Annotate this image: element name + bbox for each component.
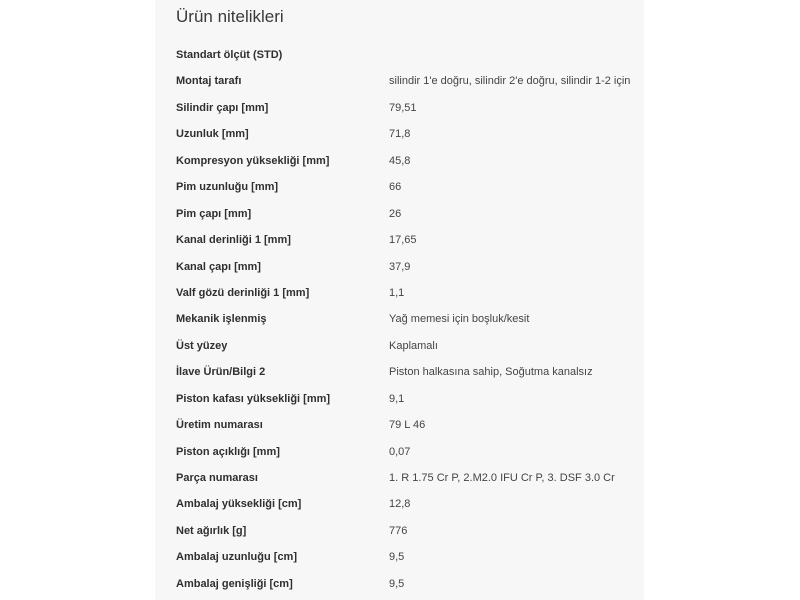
attribute-value: Yağ memesi için boşluk/kesit xyxy=(389,313,530,326)
attribute-value: Kaplamalı xyxy=(389,339,438,352)
attribute-label: İlave Ürün/Bilgi 2 xyxy=(176,366,266,379)
table-row xyxy=(176,95,636,121)
attribute-value: 79,51 xyxy=(389,101,417,114)
table-row xyxy=(176,571,636,597)
attribute-label: Net ağırlık [g] xyxy=(176,524,247,537)
attribute-label: Standart ölçüt (STD) xyxy=(176,49,283,61)
attribute-value: silindir 1'e doğru, silindir 2'e doğru, silindir 1-2 için xyxy=(389,75,631,88)
table-row xyxy=(176,359,636,385)
table-row xyxy=(176,227,636,253)
table-row xyxy=(176,121,636,147)
table-row xyxy=(176,439,636,465)
attribute-label: Ambalaj yüksekliği [cm] xyxy=(176,498,302,511)
attribute-value: 37,9 xyxy=(389,260,411,273)
attribute-label: Uzunluk [mm] xyxy=(176,128,249,141)
table-row xyxy=(176,280,636,306)
attribute-value: 79 L 46 xyxy=(389,419,426,432)
attributes-table xyxy=(176,42,636,597)
attribute-label: Kanal çapı [mm] xyxy=(176,260,261,273)
attribute-value: 17,65 xyxy=(389,234,417,247)
attribute-value: Piston halkasına sahip, Soğutma kanalsız xyxy=(389,366,593,379)
attribute-value: 0,07 xyxy=(389,445,411,458)
attribute-label: Mekanik işlenmiş xyxy=(176,313,267,326)
attribute-label: Kanal derinliği 1 [mm] xyxy=(176,234,291,247)
table-row xyxy=(176,174,636,200)
table-row xyxy=(176,42,636,68)
attribute-label: Valf gözü derinliği 1 [mm] xyxy=(176,286,310,299)
attribute-value: 9,1 xyxy=(389,392,405,405)
attribute-value: 776 xyxy=(389,524,408,537)
attribute-label: Pim çapı [mm] xyxy=(176,207,252,220)
table-row xyxy=(176,491,636,517)
attribute-label: Montaj tarafı xyxy=(176,75,242,88)
attribute-label: Pim uzunluğu [mm] xyxy=(176,181,279,194)
table-row xyxy=(176,148,636,174)
table-row xyxy=(176,201,636,227)
attribute-value: 71,8 xyxy=(389,128,411,141)
attribute-value: 1. R 1.75 Cr P, 2.M2.0 IFU Cr P, 3. DSF 3.0 Cr xyxy=(389,472,615,484)
attribute-value: 66 xyxy=(389,181,402,194)
attribute-value: 1,1 xyxy=(389,286,405,299)
attribute-label: Üst yüzey xyxy=(176,339,228,352)
table-row xyxy=(176,518,636,544)
section-title: Ürün nitelikleri xyxy=(176,7,284,26)
attribute-label: Piston açıklığı [mm] xyxy=(176,445,280,458)
table-row xyxy=(176,68,636,94)
table-row xyxy=(176,412,636,438)
table-row xyxy=(176,386,636,412)
attribute-value: 26 xyxy=(389,207,402,220)
attribute-label: Piston kafası yüksekliği [mm] xyxy=(176,392,331,405)
attribute-label: Ambalaj genişliği [cm] xyxy=(176,577,293,590)
attribute-label: Silindir çapı [mm] xyxy=(176,101,269,114)
attribute-label: Parça numarası xyxy=(176,472,258,484)
attribute-label: Kompresyon yüksekliği [mm] xyxy=(176,154,330,167)
attribute-label: Üretim numarası xyxy=(176,419,263,432)
attribute-value: 9,5 xyxy=(389,551,405,564)
table-row xyxy=(176,333,636,359)
attribute-value: 12,8 xyxy=(389,498,411,511)
table-row xyxy=(176,465,636,491)
table-row xyxy=(176,306,636,332)
attribute-value: 45,8 xyxy=(389,154,411,167)
table-row xyxy=(176,544,636,570)
attribute-value: 9,5 xyxy=(389,577,405,590)
attribute-label: Ambalaj uzunluğu [cm] xyxy=(176,551,297,564)
table-row xyxy=(176,254,636,280)
